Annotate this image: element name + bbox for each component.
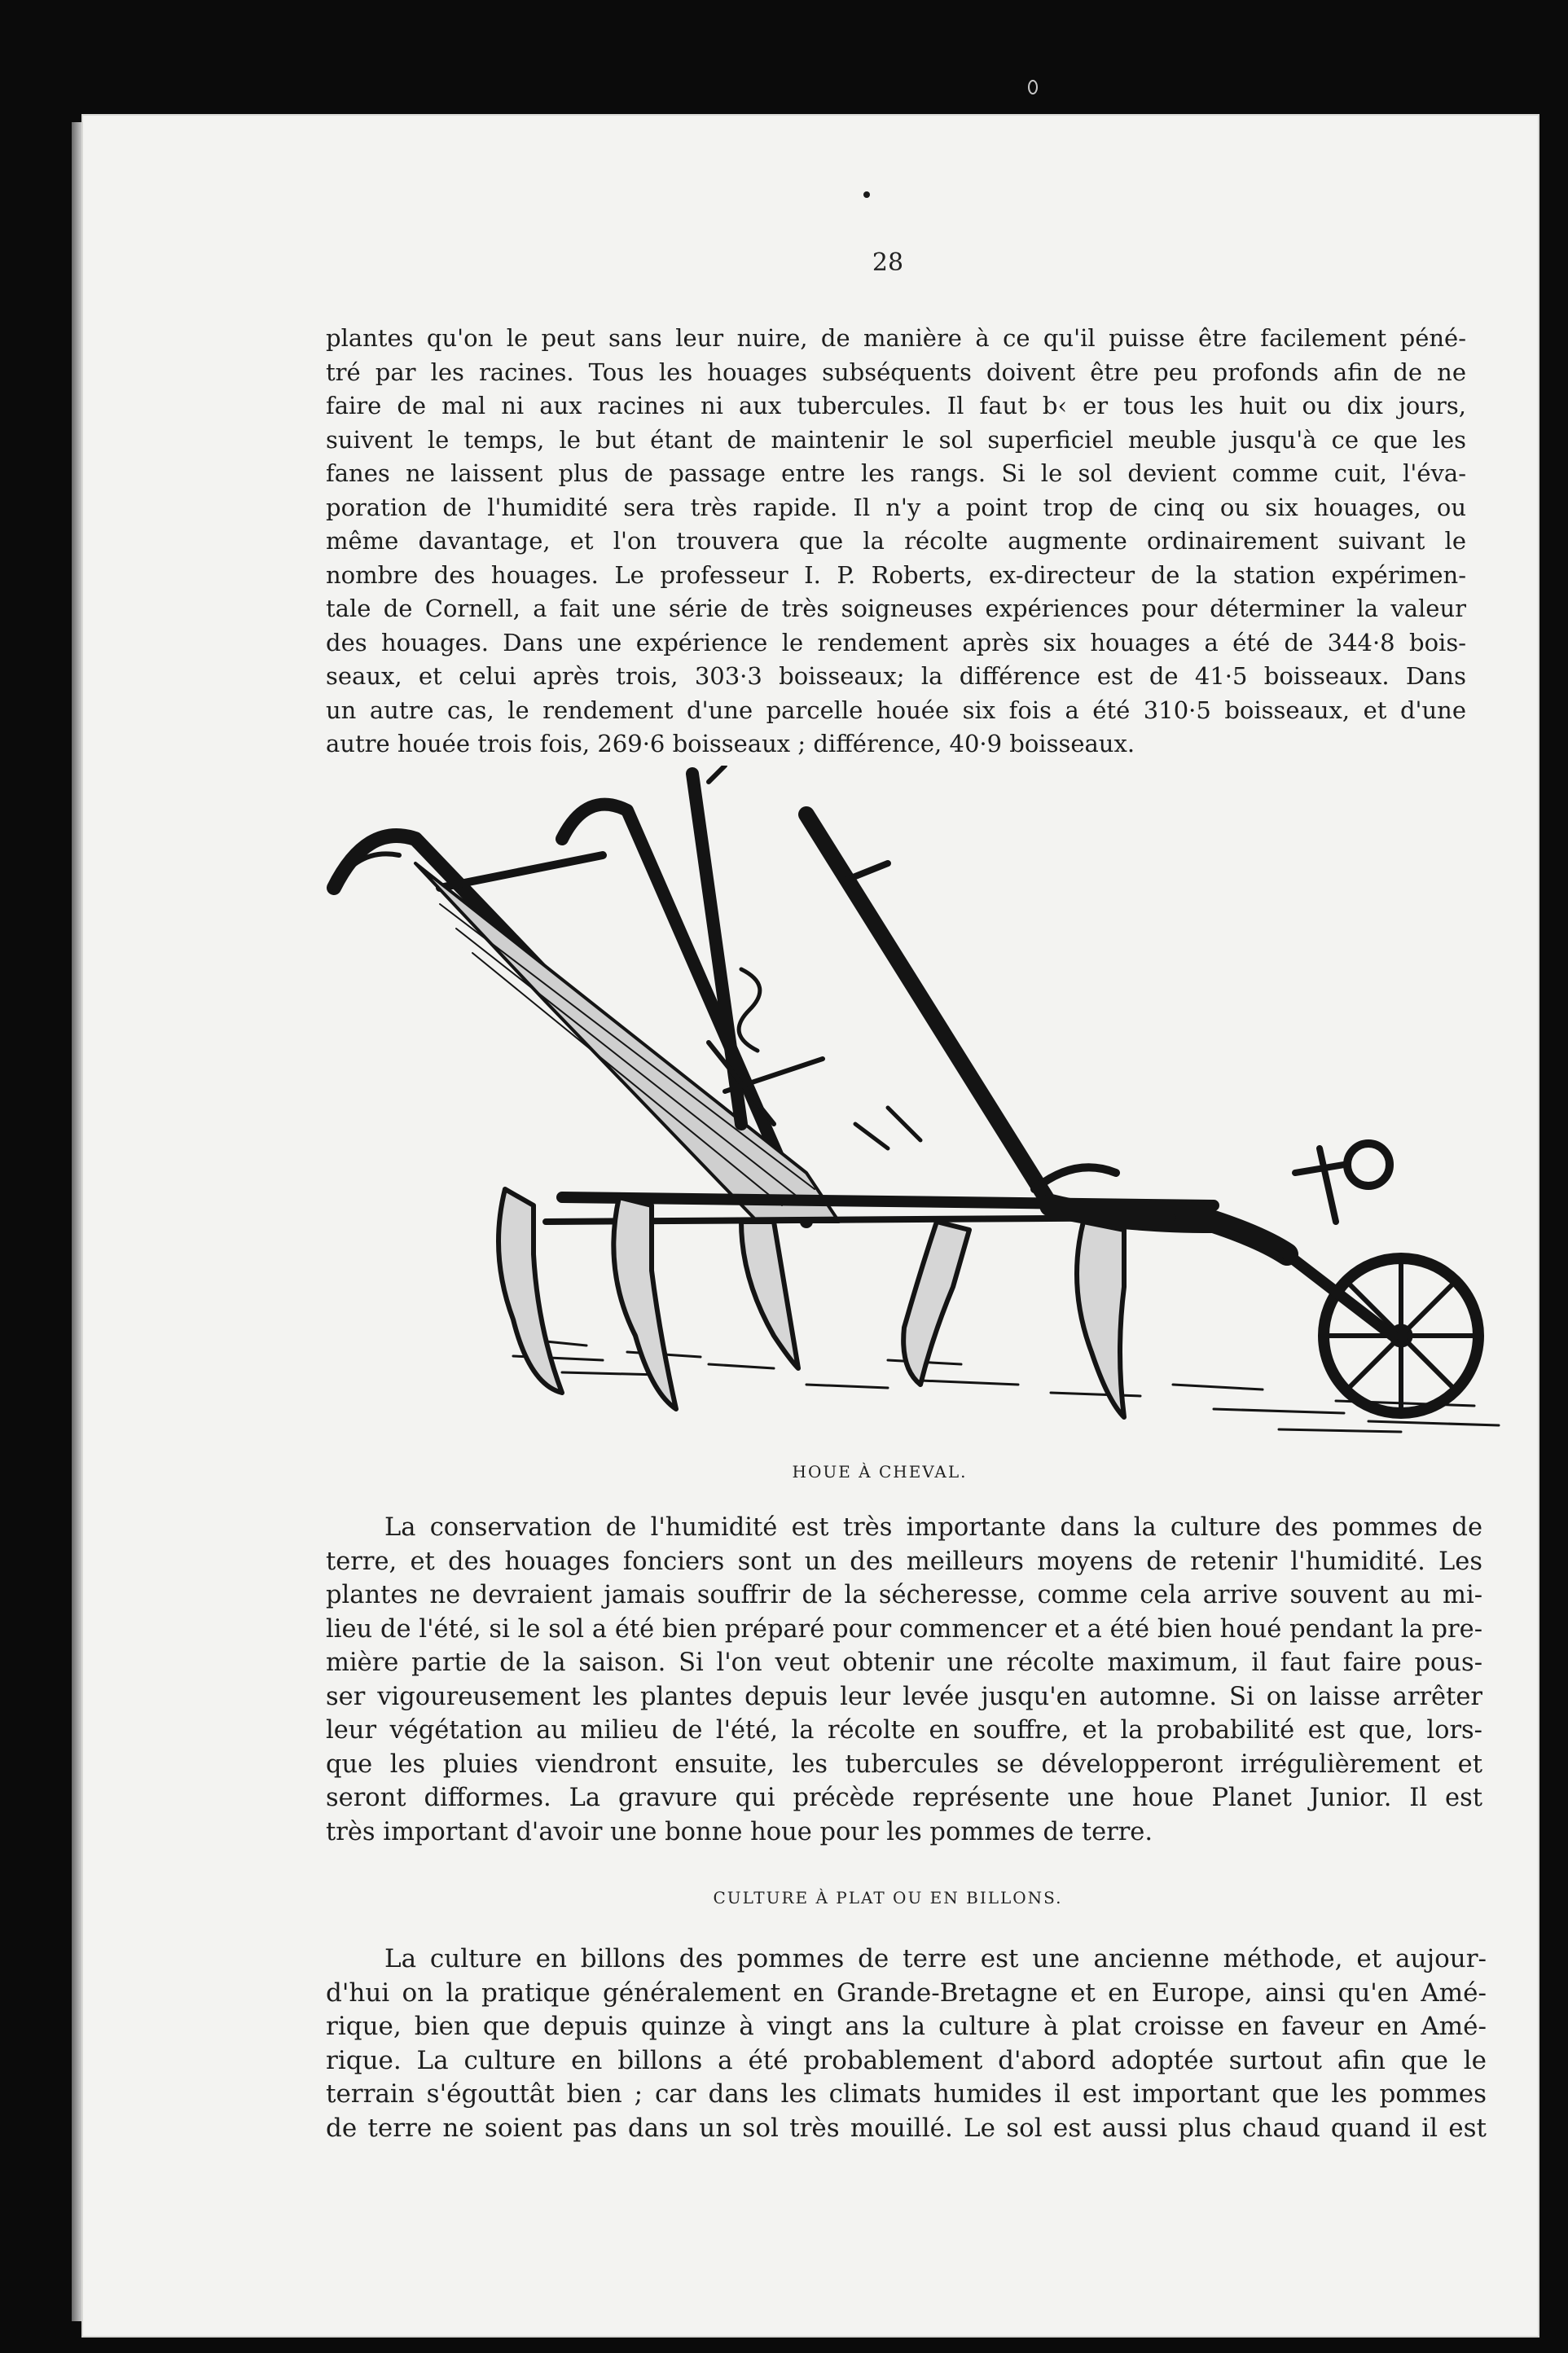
wheel-icon [1324, 1258, 1478, 1413]
figure-caption: HOUE À CHEVAL. [792, 1462, 968, 1482]
text-line: terre, et des houages fonciers sont un des meilleurs moyens de retenir l'humidité. Les [326, 1547, 1482, 1576]
text-line: même davantage, et l'on trouvera que la récolte augmente ordinairement suivant le [326, 527, 1466, 555]
text-line: très important d'avoir une bonne houe pour les pommes de terre. [326, 1817, 1153, 1846]
text-line: leur végétation au milieu de l'été, la récolte en souffre, et la probabilité est que, lors- [326, 1716, 1482, 1745]
text-line: seaux, et celui après trois, 303·3 boisseaux; la différence est de 41·5 boisseaux. Dans [326, 662, 1466, 690]
scan-mark [1028, 80, 1038, 94]
text-line: rique. La culture en billons a été probablement d'abord adoptée surtout afin que le [326, 2045, 1487, 2075]
text-line: autre houée trois fois, 269·6 boisseaux ; différence, 40·9 boisseaux. [326, 730, 1135, 757]
page-number: 28 [872, 248, 904, 277]
section-heading: CULTURE À PLAT OU EN BILLONS. [713, 1888, 1063, 1907]
horse-hoe-illustration [318, 766, 1507, 1458]
text-line: suivent le temps, le but étant de maintenir le sol superficiel meuble jusqu'à ce que les [326, 425, 1466, 454]
text-line: tré par les racines. Tous les houages subséquents doivent être peu profonds afin de ne [326, 358, 1466, 386]
text-line: terrain s'égouttât bien ; car dans les climats humides il est important que les pommes [326, 2079, 1487, 2109]
text-line: plantes qu'on le peut sans leur nuire, de manière à ce qu'il puisse être facilement péné- [326, 324, 1466, 352]
text-line: des houages. Dans une expérience le rendement après six houages a été de 344·8 bois- [326, 628, 1466, 656]
text-line: La conservation de l'humidité est très importante dans la culture des pommes de [384, 1513, 1482, 1542]
text-line: que les pluies viendront ensuite, les tubercules se développeront irrégulièrement et [326, 1749, 1482, 1779]
text-line: nombre des houages. Le professeur I. P. Roberts, ex-directeur de la station expérimen- [326, 560, 1466, 589]
paragraph-ridges [326, 1943, 1487, 2145]
text-line: tale de Cornell, a fait une série de très soigneuses expériences pour déterminer la valeur [326, 595, 1466, 622]
text-line: de terre ne soient pas dans un sol très mouillé. Le sol est aussi plus chaud quand il est [326, 2113, 1487, 2143]
text-line: La culture en billons des pommes de terre est une ancienne méthode, et aujour- [384, 1944, 1487, 1973]
text-line: lieu de l'été, si le sol a été bien préparé pour commencer et a été bien houé pendant la pre- [326, 1614, 1482, 1644]
text-line: d'hui on la pratique généralement en Grande-Bretagne et en Europe, ainsi qu'en Amé- [326, 1978, 1487, 2008]
text-line: poration de l'humidité sera très rapide. Il n'y a point trop de cinq ou six houages, ou [326, 493, 1466, 521]
text-line: ser vigoureusement les plantes depuis leur levée jusqu'en automne. Si on laisse arrêter [326, 1682, 1482, 1711]
text-line: plantes ne devraient jamais souffrir de la sécheresse, comme cela arrive souvent au mi- [326, 1581, 1482, 1609]
text-line: mière partie de la saison. Si l'on veut obtenir une récolte maximum, il faut faire pous- [326, 1648, 1482, 1677]
paragraph-continuation [326, 322, 1466, 762]
text-line: fanes ne laissent plus de passage entre les rangs. Si le sol devient comme cuit, l'éva- [326, 459, 1466, 487]
text-line: seront difformes. La gravure qui précède représente une houe Planet Junior. Il est [326, 1784, 1482, 1812]
text-line: faire de mal ni aux racines ni aux tubercules. Il faut b‹ er tous les huit ou dix jours, [326, 392, 1466, 419]
text-line: un autre cas, le rendement d'une parcelle houée six fois a été 310·5 boisseaux, et d'une [326, 696, 1466, 724]
text-line: rique, bien que depuis quinze à vingt ans la culture à plat croisse en faveur en Amé- [326, 2012, 1487, 2041]
paragraph-humidity [326, 1511, 1482, 1849]
print-dot [863, 191, 870, 198]
